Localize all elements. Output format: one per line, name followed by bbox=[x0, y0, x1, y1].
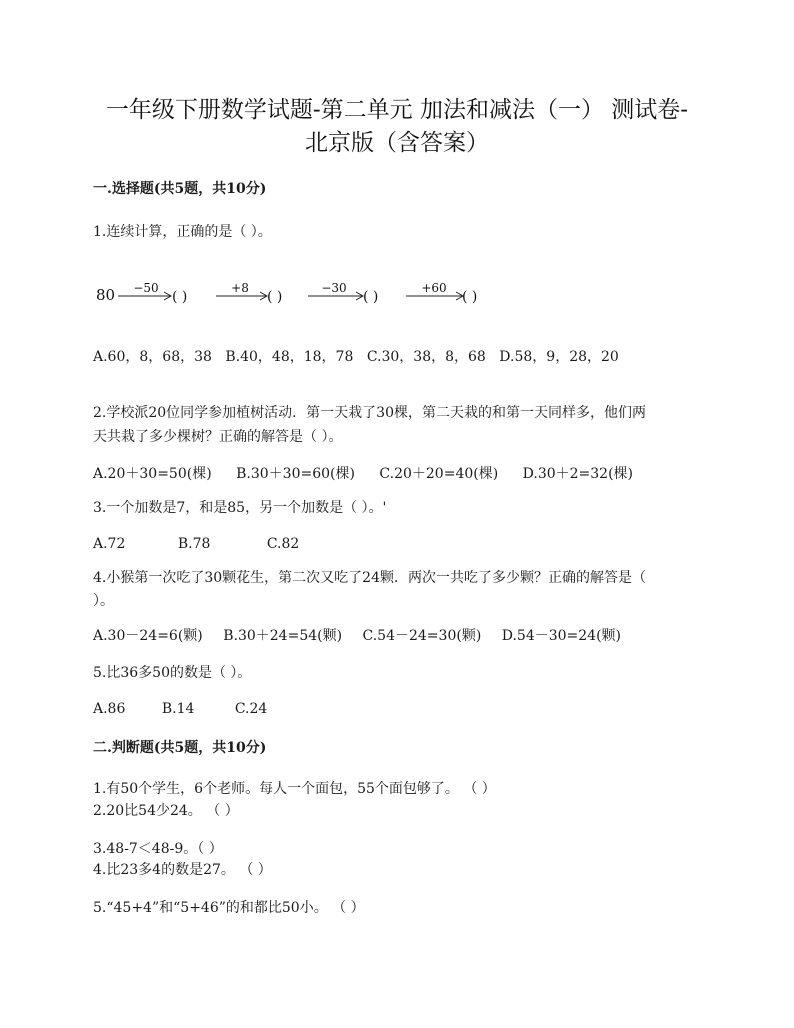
question-4-text-line1: 4.小猴第一次吃了30颗花生，第二次又吃了24颗．两次一共吃了多少颗？正确的解答是（ bbox=[93, 570, 646, 586]
question-4-options bbox=[93, 627, 621, 645]
option-b[interactable]: B.30＋30=60(棵) bbox=[236, 466, 355, 482]
section-heading-choice: 一.选择题(共5题，共10分) bbox=[93, 181, 267, 197]
question-3-options bbox=[93, 535, 299, 553]
option-a[interactable]: A.30－24=6(颗) bbox=[93, 628, 203, 644]
chain-blank-3: ( ) bbox=[363, 289, 379, 305]
option-b[interactable]: B.40，48，18，78 bbox=[225, 349, 354, 365]
question-4-text-line2: ）。 bbox=[93, 593, 114, 609]
option-b[interactable]: B.30＋24=54(颗) bbox=[223, 628, 343, 644]
question-3-text: 3.一个加数是7，和是85，另一个加数是（ ）。' bbox=[93, 500, 387, 516]
option-c[interactable]: C.82 bbox=[266, 536, 300, 552]
chain-op-3: −30 bbox=[321, 281, 347, 295]
chain-blank-4: ( ) bbox=[462, 289, 478, 305]
calculation-chain bbox=[0, 276, 794, 312]
chain-op-4: +60 bbox=[421, 281, 447, 295]
chain-op-1: −50 bbox=[133, 281, 159, 295]
judgement-item-2: 2.20比54少24。 （ ） bbox=[93, 803, 239, 819]
chain-op-2: +8 bbox=[231, 281, 249, 295]
option-d[interactable]: D.54－30=24(颗) bbox=[501, 628, 622, 644]
question-5-text: 5.比36多50的数是（ ）。 bbox=[93, 665, 252, 681]
page-title-line1: 一年级下册数学试题-第二单元 加法和减法（一） 测试卷- bbox=[105, 97, 689, 123]
judgement-item-4: 4.比23多4的数是27。 （ ） bbox=[93, 862, 272, 878]
option-c[interactable]: C.30，38，8，68 bbox=[366, 349, 486, 365]
judgement-item-3: 3.48-7＜48-9。（ ） bbox=[93, 841, 223, 857]
option-d[interactable]: D.30＋2=32(棵) bbox=[522, 466, 634, 482]
option-c[interactable]: C.54－24=30(颗) bbox=[362, 628, 482, 644]
chain-start: 80 bbox=[96, 286, 116, 304]
question-2-text-line2: 天共栽了多少棵树？正确的解答是（ ）。 bbox=[93, 429, 343, 445]
option-b[interactable]: B.78 bbox=[177, 536, 211, 552]
question-2-text-line1: 2.学校派20位同学参加植树活动．第一天栽了30棵，第二天栽的和第一天同样多，他们两 bbox=[93, 405, 646, 421]
option-d[interactable]: D.58，9，28，20 bbox=[499, 349, 619, 365]
option-a[interactable]: A.72 bbox=[93, 536, 126, 552]
section-heading-judgement: 二.判断题(共5题，共10分) bbox=[93, 740, 267, 756]
question-1-text: 1.连续计算，正确的是（ ）。 bbox=[93, 224, 272, 240]
option-c[interactable]: C.20＋20=40(棵) bbox=[379, 466, 499, 482]
chain-blank-1: ( ) bbox=[172, 289, 188, 305]
question-1-options bbox=[93, 348, 619, 366]
option-a[interactable]: A.20＋30=50(棵) bbox=[93, 466, 212, 482]
option-a[interactable]: A.86 bbox=[93, 701, 126, 717]
page-title-line2: 北京版（含答案） bbox=[305, 130, 489, 156]
option-a[interactable]: A.60，8，68，38 bbox=[93, 349, 212, 365]
option-b[interactable]: B.14 bbox=[161, 701, 195, 717]
question-2-options bbox=[93, 465, 633, 483]
option-c[interactable]: C.24 bbox=[234, 701, 268, 717]
judgement-item-1: 1.有50个学生，6个老师。每人一个面包，55个面包够了。 （ ） bbox=[93, 781, 496, 797]
chain-blank-2: ( ) bbox=[267, 289, 283, 305]
judgement-item-5: 5.“45+4”和“5+46”的和都比50小。 （ ） bbox=[93, 900, 365, 916]
question-5-options bbox=[93, 700, 267, 718]
